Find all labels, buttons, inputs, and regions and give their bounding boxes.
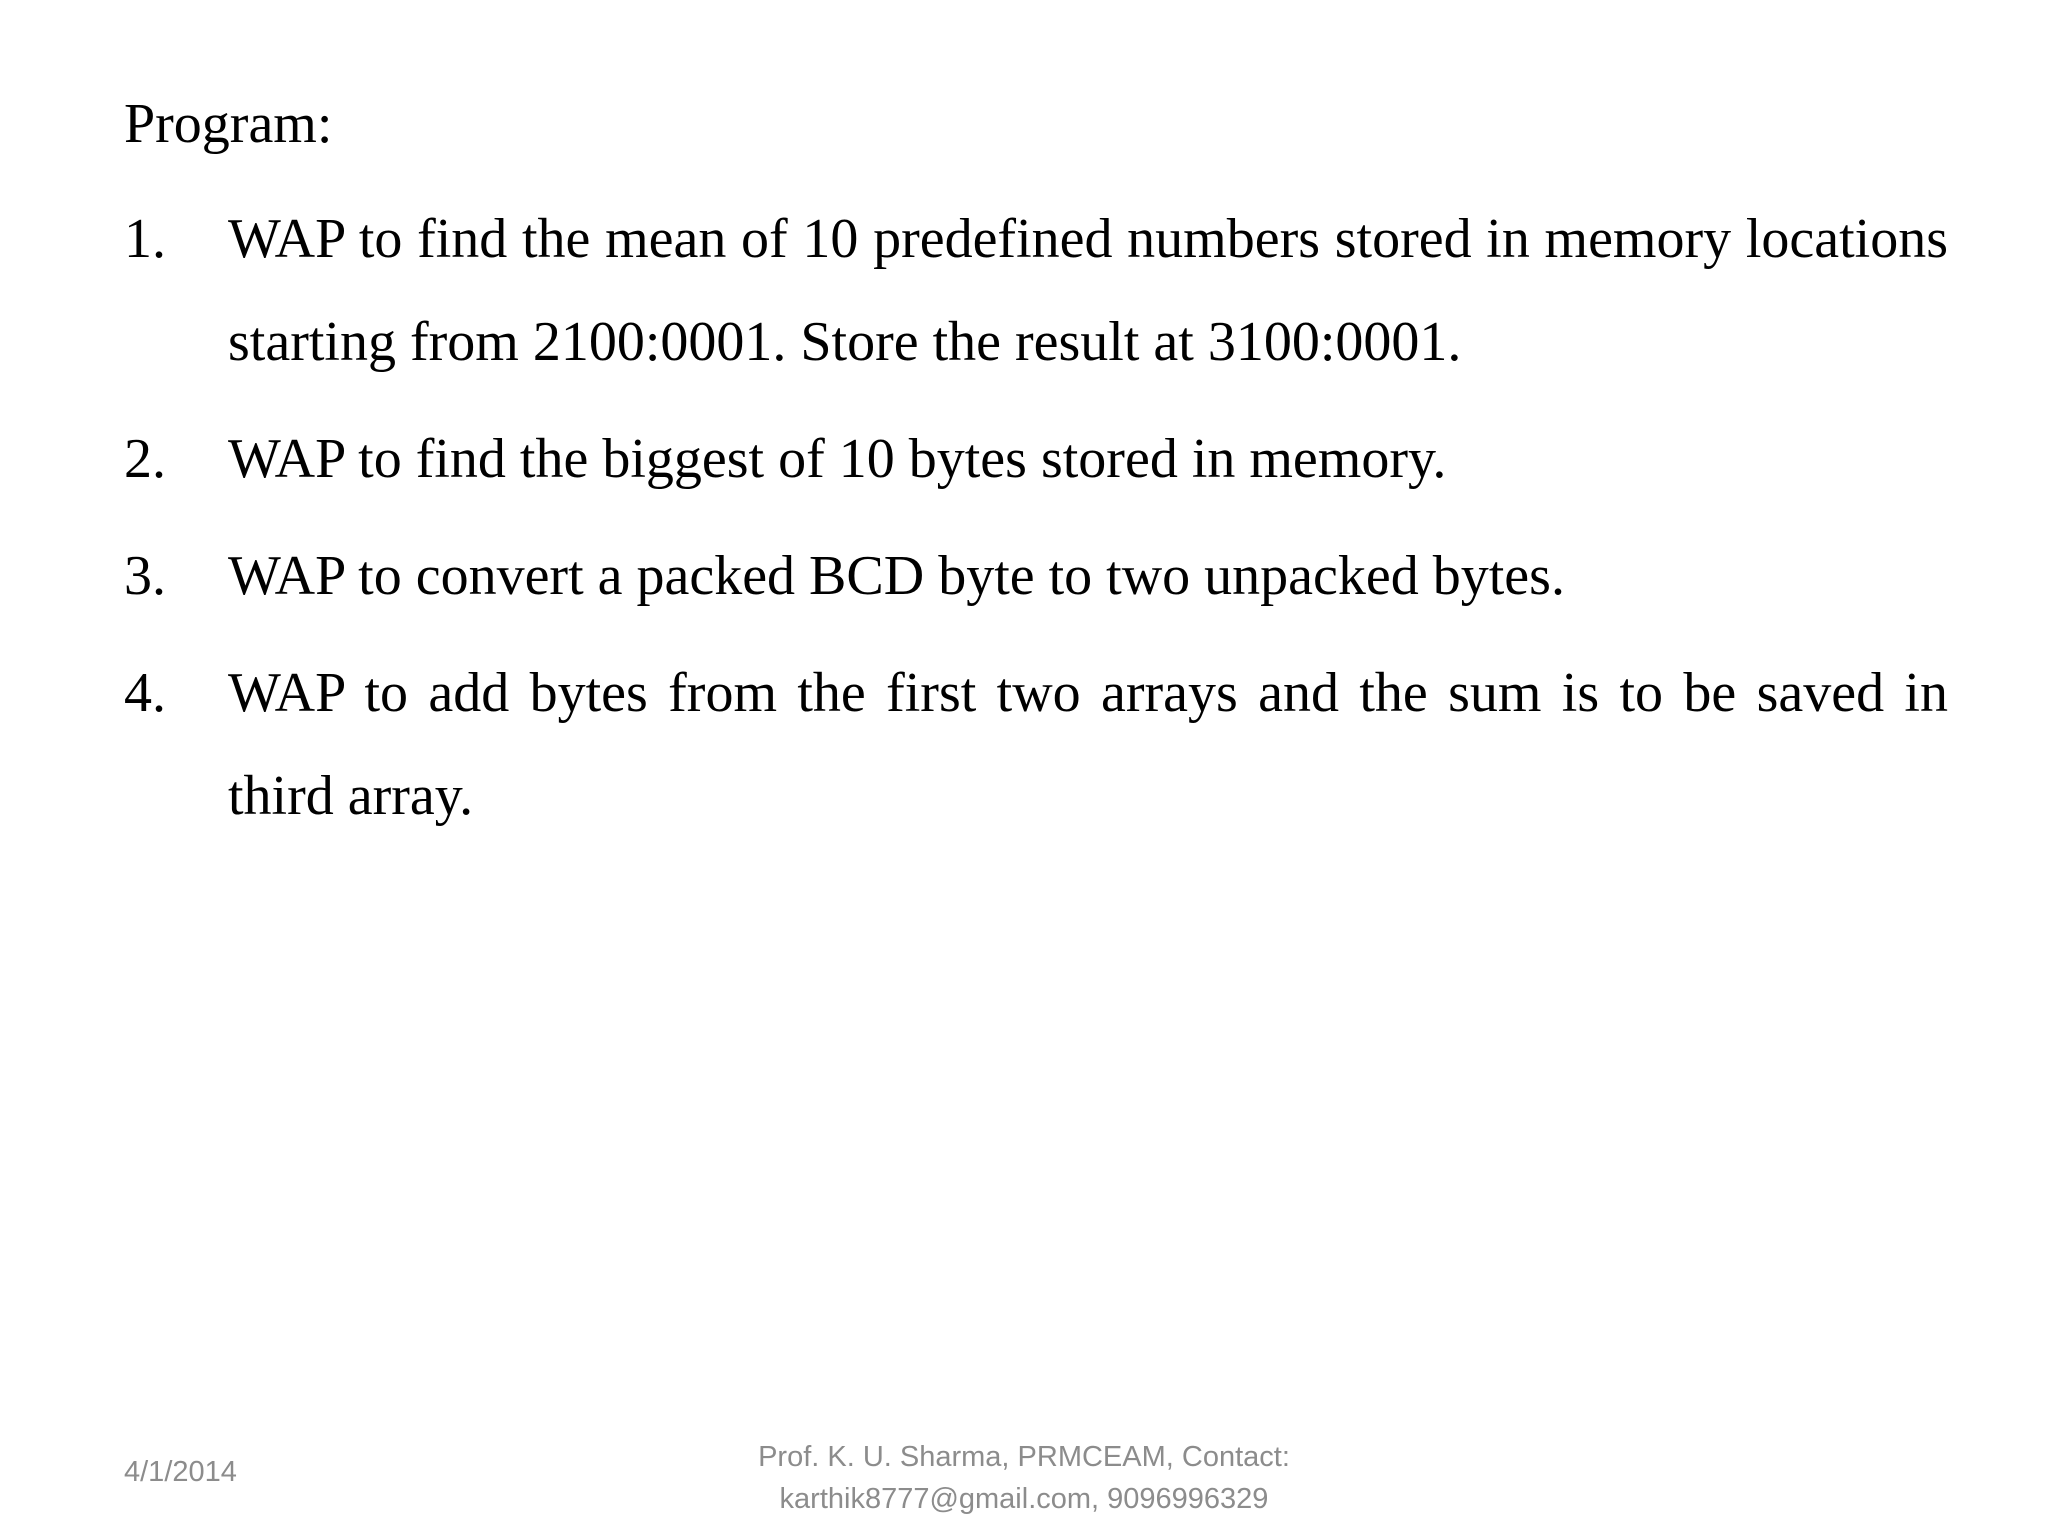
list-item-text: WAP to convert a packed BCD byte to two unpacked bytes. — [228, 545, 1565, 607]
list-item-number: 2. — [124, 428, 166, 490]
footer-credit-line-1: Prof. K. U. Sharma, PRMCEAM, Contact: — [758, 1441, 1290, 1473]
list-item — [124, 642, 1948, 848]
list-item — [124, 188, 1948, 394]
list-item — [124, 408, 1948, 511]
program-list — [124, 188, 1948, 862]
list-item-number: 4. — [124, 662, 166, 724]
footer-credit-line-2: karthik8777@gmail.com, 9096996329 — [779, 1483, 1269, 1515]
list-item-number: 3. — [124, 545, 166, 607]
footer-credit — [634, 1436, 1414, 1520]
slide-heading: Program: — [124, 93, 333, 155]
list-item — [124, 525, 1948, 628]
footer-date: 4/1/2014 — [124, 1456, 237, 1488]
list-item-text: WAP to find the biggest of 10 bytes stored in memory. — [228, 428, 1447, 490]
list-item-text: WAP to add bytes from the first two arrays and the sum is to be saved in third array. — [228, 662, 1948, 827]
list-item-text: WAP to find the mean of 10 predefined numbers stored in memory locations starting from 2100:0001. Store the result at 3100:0001. — [228, 208, 1948, 373]
list-item-number: 1. — [124, 208, 166, 270]
